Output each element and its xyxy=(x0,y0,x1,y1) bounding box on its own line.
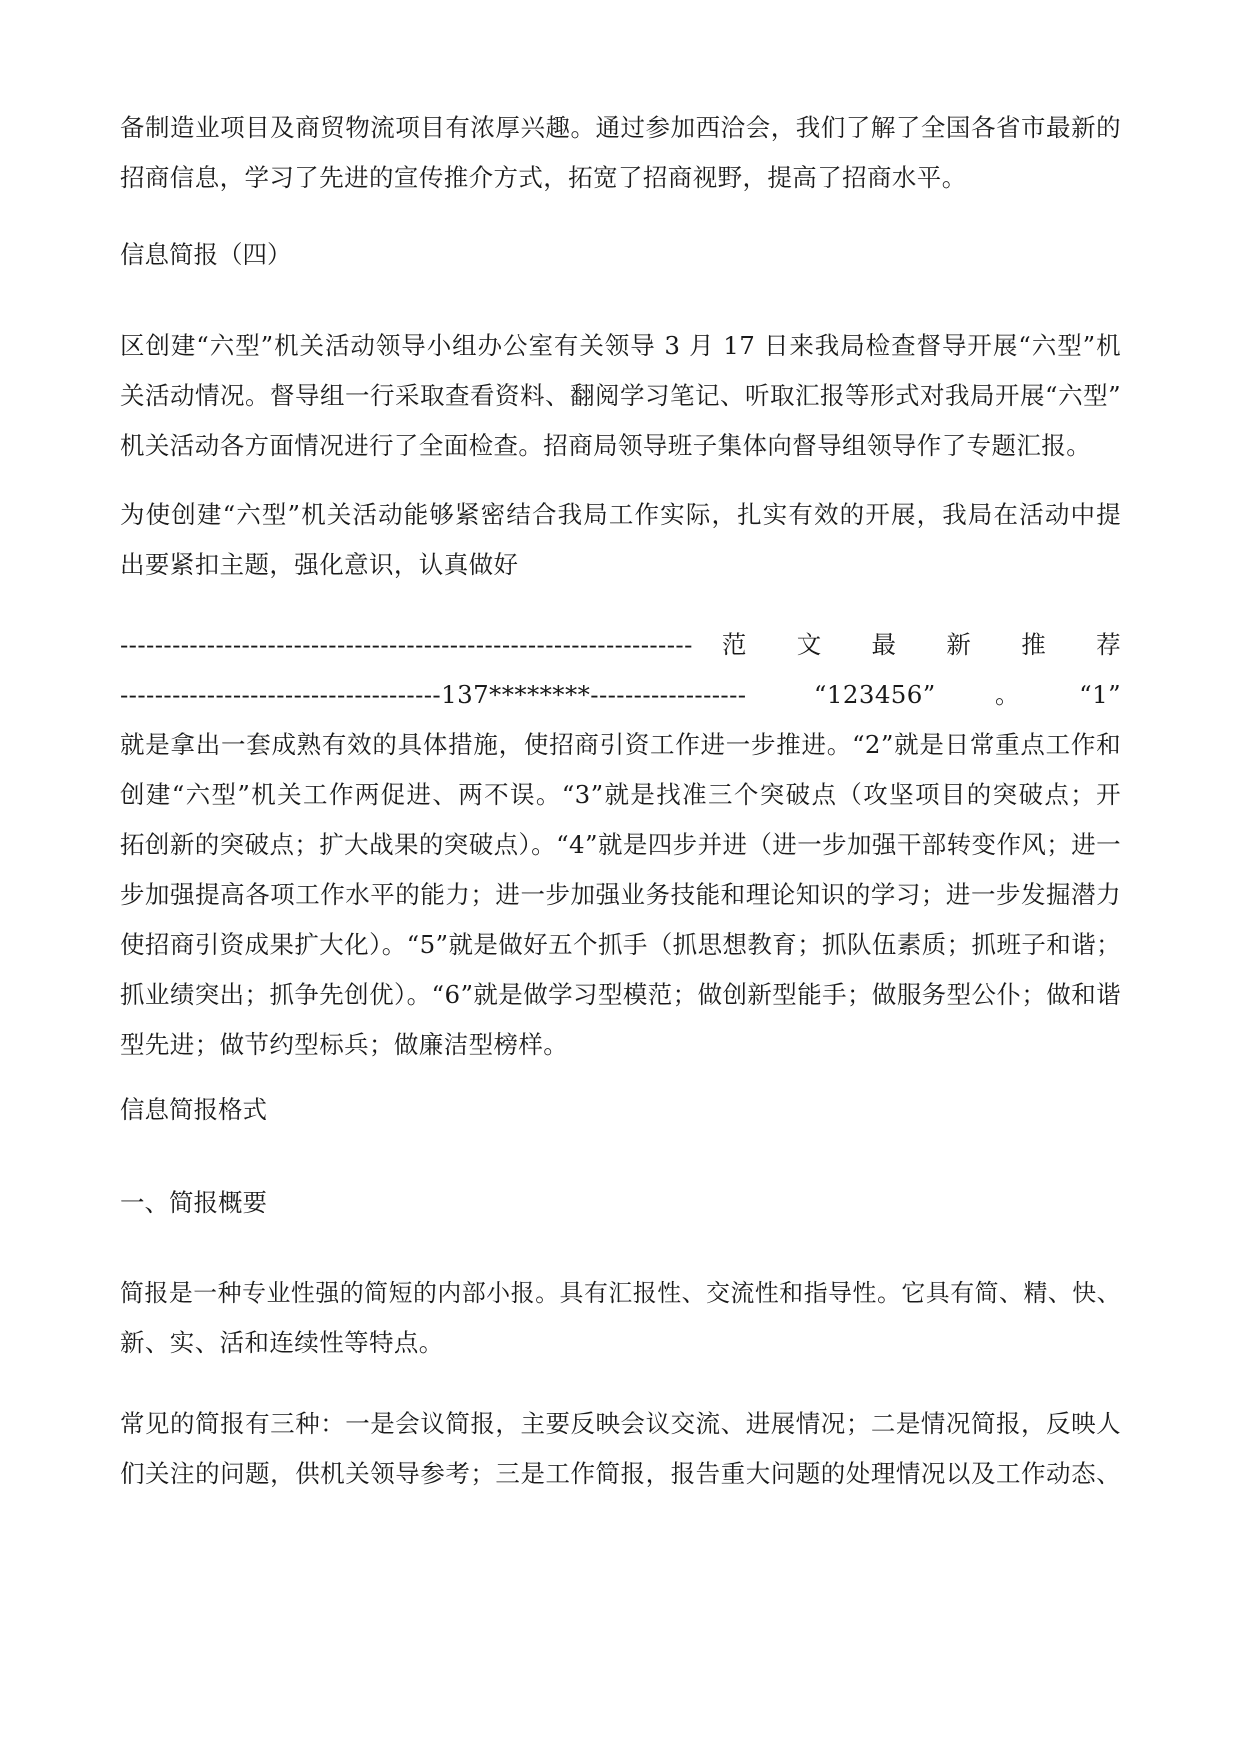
text-line: 创建“六型”机关工作两促进、两不误。“3”就是找准三个突破点（攻坚项目的突破点；开 xyxy=(120,780,1121,809)
text-line: 新、实、活和连续性等特点。 xyxy=(120,1328,444,1357)
text-line: 步加强提高各项工作水平的能力；进一步加强业务技能和理论知识的学习；进一步发掘潜力 xyxy=(120,880,1121,909)
text-line: 招商信息，学习了先进的宣传推介方式，拓宽了招商视野，提高了招商水平。 xyxy=(120,163,967,192)
text-line: 抓业绩突出；抓争先创优）。“6”就是做学习型模范；做创新型能手；做服务型公仆；做和谐 xyxy=(120,980,1121,1009)
text-line: 备制造业项目及商贸物流项目有浓厚兴趣。通过参加西洽会，我们了解了全国各省市最新的 xyxy=(120,113,1121,142)
paragraph-inspection xyxy=(120,321,1121,471)
text-line: 常见的简报有三种：一是会议简报，主要反映会议交流、进展情况；二是情况简报，反映人 xyxy=(120,1409,1121,1438)
section-heading-overview: 一、简报概要 xyxy=(120,1188,267,1217)
text-line: 关活动情况。督导组一行采取查看资料、翻阅学习笔记、听取汇报等形式对我局开展“六型” xyxy=(120,381,1121,410)
paragraph-brief-definition xyxy=(120,1268,1121,1368)
text-line: 就是拿出一套成熟有效的具体措施，使招商引资工作进一步推进。“2”就是日常重点工作和 xyxy=(120,730,1121,759)
paragraph-investment-summary xyxy=(120,103,1121,203)
paragraph-six-measures xyxy=(120,620,1121,1070)
text-line: ------------------------------------------------------------------ 范 文 最 新 推 荐 xyxy=(120,630,1121,659)
text-line: 简报是一种专业性强的简短的内部小报。具有汇报性、交流性和指导性。它具有简、精、快、 xyxy=(120,1279,1121,1307)
text-line: 机关活动各方面情况进行了全面检查。招商局领导班子集体向督导组领导作了专题汇报。 xyxy=(120,431,1092,460)
section-heading-brief-format: 信息简报格式 xyxy=(120,1095,267,1124)
paragraph-brief-types xyxy=(120,1399,1121,1499)
text-line: 使招商引资成果扩大化）。“5”就是做好五个抓手（抓思想教育；抓队伍素质；抓班子和谐； xyxy=(120,930,1121,959)
text-line: 型先进；做节约型标兵；做廉洁型榜样。 xyxy=(120,1030,569,1059)
text-line: 们关注的问题，供机关领导参考；三是工作简报，报告重大问题的处理情况以及工作动态、 xyxy=(120,1459,1121,1488)
text-line: 拓创新的突破点；扩大战果的突破点）。“4”就是四步并进（进一步加强干部转变作风；进一 xyxy=(120,830,1121,859)
text-line: 出要紧扣主题，强化意识，认真做好 xyxy=(120,550,519,579)
text-line: 区创建“六型”机关活动领导小组办公室有关领导 3 月 17 日来我局检查督导开展“六型”机 xyxy=(120,331,1121,360)
paragraph-activity-intro xyxy=(120,490,1121,590)
section-heading-brief-4: 信息简报（四） xyxy=(120,240,292,269)
text-line: -------------------------------------137********------------------ “123456”。“1” xyxy=(120,680,1121,709)
text-line: 为使创建“六型”机关活动能够紧密结合我局工作实际，扎实有效的开展，我局在活动中提 xyxy=(120,500,1121,529)
